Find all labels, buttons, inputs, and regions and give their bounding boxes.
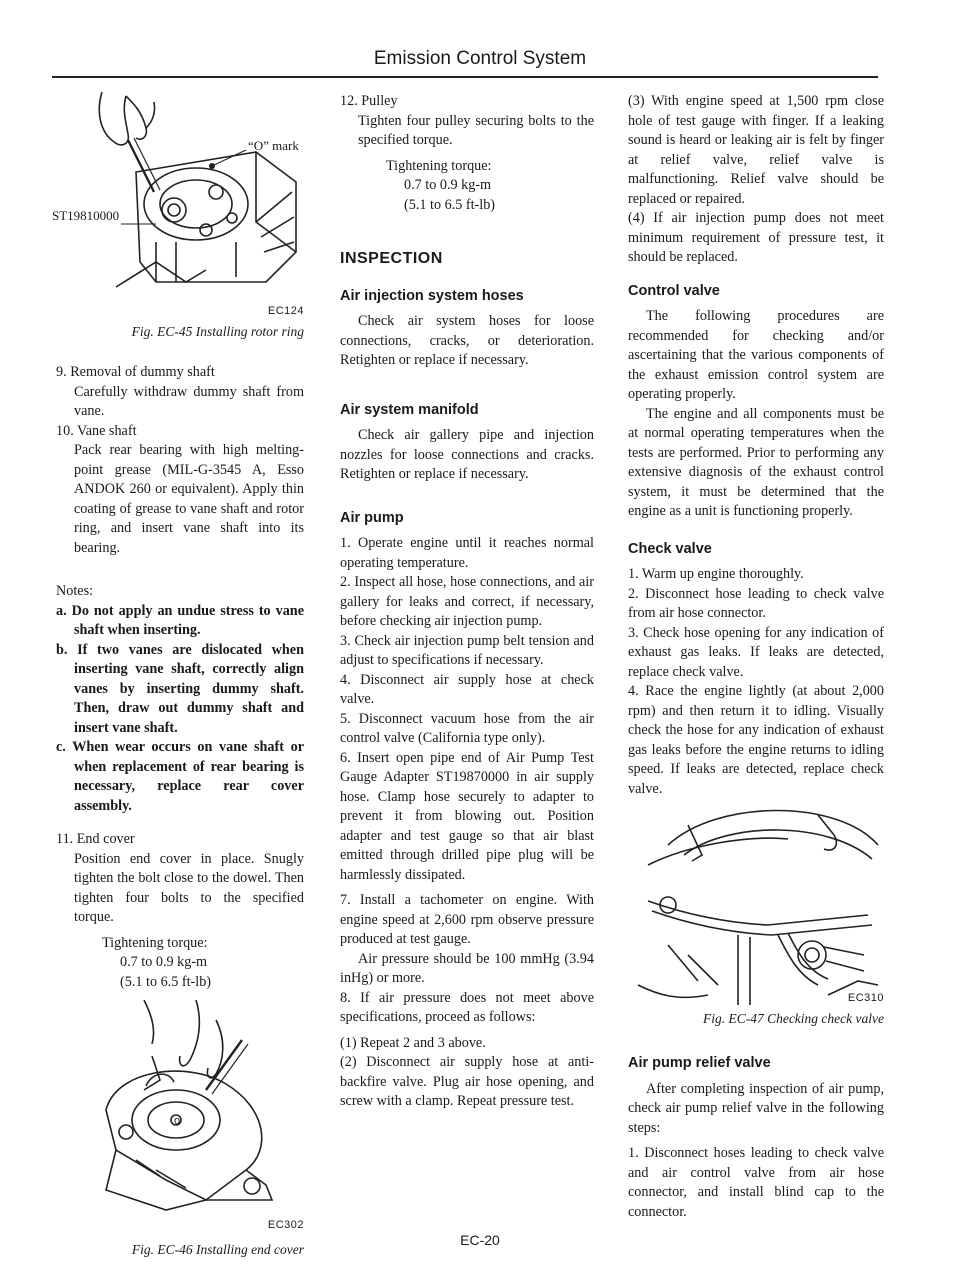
subheading-relief-valve: Air pump relief valve [628, 1055, 771, 1071]
pump-step-7-cont: Air pressure should be 100 mmHg (3.94 inHg) or more. [340, 950, 594, 986]
subheading-check-valve: Check valve [628, 540, 712, 557]
figure-code: EC124 [267, 305, 304, 317]
check-step: 1. Warm up engine thoroughly. [628, 566, 804, 582]
part-number-label: ST19810000 [52, 206, 121, 226]
figure-caption: Fig. EC-47 Checking check valve [702, 1010, 884, 1026]
notes-title: Notes: [56, 583, 94, 599]
header-rule [52, 76, 878, 78]
pump-step-8: 8. If air pressure does not meet above specifications, proceed as follows: [340, 989, 594, 1025]
figure-ec45 [52, 92, 304, 292]
control-body-1: The following procedures are recommended for checking and/or ascertaining that the various components of the exhaust emission control system are operating properly. [628, 308, 884, 402]
torque-value-metric: 0.7 to 0.9 kg-m [404, 177, 492, 193]
rotor-ring-illustration [56, 92, 304, 292]
pump-step: 6. Insert open pipe end of Air Pump Test Gauge Adapter ST19870000 in air supply hose. Clamp hose securely to adapter to prevent it from blowing out. Position adapter and test gauge so that air blast emitted through drilled pipe plug will be harmlessly dissipated. [340, 749, 594, 883]
torque-value-imperial: (5.1 to 6.5 ft-lb) [404, 196, 496, 213]
column-1 [52, 92, 304, 1259]
svg-text:o: o [174, 1115, 181, 1127]
step-9-title: 9. Removal of dummy shaft [56, 364, 215, 380]
o-mark-label: “O” mark [248, 138, 299, 153]
torque-value-imperial: (5.1 to 6.5 ft-lb) [120, 973, 212, 990]
pump-substep-4: (4) If air injection pump does not meet minimum requirement of pressure test, it should be replaced. [628, 210, 884, 265]
pump-step: 2. Inspect all hose, hose connections, and air gallery for leaks and correct, if necessary, before checking air injection pump. [340, 574, 594, 629]
check-step: 2. Disconnect hose leading to check valve from air hose connector. [628, 585, 884, 621]
subheading-air-pump: Air pump [340, 509, 404, 526]
section-heading-inspection: INSPECTION [340, 250, 443, 267]
end-cover-illustration [56, 1000, 304, 1220]
subheading-control-valve: Control valve [628, 282, 720, 299]
pump-step: 5. Disconnect vacuum hose from the air control valve (California type only). [340, 710, 594, 746]
step-10-title: 10. Vane shaft [56, 422, 137, 439]
pump-substep-1: (1) Repeat 2 and 3 above. [340, 1034, 486, 1051]
pump-step: 4. Disconnect air supply hose at check valve. [340, 671, 594, 707]
step-11-title: 11. End cover [56, 831, 135, 847]
control-body-2: The engine and all components must be at normal operating temperatures when the tests are performed. Prior to performing any extensive diagnosis of the exhaust control system, it must be determined that the engine as a unit is functioning properly. [628, 405, 884, 519]
pump-substep-3: (3) With engine speed at 1,500 rpm close hole of test gauge with finger. If a leaking sound is heard or leaking air is felt by finger at relief valve, relief valve is malfunctioning. Relief valve should be replaced or repaired. [628, 93, 884, 207]
page-number: EC-20 [460, 1232, 500, 1248]
figure-ec46 [56, 1000, 304, 1220]
check-step: 3. Check hose opening for any indication of exhaust gas leaks. If leaks are detected, replace check valve. [628, 624, 884, 680]
step-10-body: Pack rear bearing with high melting-point grease (MIL-G-3545 A, Esso ANDOK 260 or equivalent). Apply thin coating of grease to vane shaft and rotor ring, and insert vane shaft into its bearing. [74, 442, 304, 556]
hoses-body: Check air system hoses for loose connections, cracks, or deterioration. Retighten or replace if necessary. [340, 313, 594, 368]
column-2 [340, 92, 594, 1112]
torque-value-metric: 0.7 to 0.9 kg-m [120, 954, 208, 970]
pump-substep-2: (2) Disconnect air supply hose at anti-backfire valve. Plug air hose opening, and screw with a clamp. Repeat pressure test. [340, 1054, 594, 1109]
note-item: a. Do not apply an undue stress to vane shaft when inserting. [56, 602, 304, 638]
manifold-body: Check air gallery pipe and injection nozzles for loose connections and cracks. Retighten or replace if necessary. [340, 427, 594, 482]
check-step: 4. Race the engine lightly (at about 2,000 rpm) and then return it to idling. Visually check the hose for any indication of exhaust gas leaks before the engine returns to idling speed. If leaks are detected, replace check valve. [628, 683, 884, 797]
step-12-title: 12. Pulley [340, 93, 398, 109]
pump-step: 3. Check air injection pump belt tension and adjust to specifications if necessary. [340, 632, 594, 668]
check-valve-illustration [628, 805, 884, 1005]
subheading-hoses: Air injection system hoses [340, 287, 524, 304]
column-3 [628, 92, 884, 1222]
torque-label: Tightening torque: [386, 157, 492, 174]
figure-code: EC302 [267, 1219, 304, 1231]
figure-caption: Fig. EC-45 Installing rotor ring [131, 323, 304, 339]
pump-step: 1. Operate engine until it reaches normal operating temperature. [340, 535, 594, 571]
subheading-manifold: Air system manifold [340, 401, 479, 418]
page-header-title: Emission Control System [373, 48, 587, 69]
note-item: b. If two vanes are dislocated when inserting vane shaft, correctly align vanes by inserting dummy shaft. Then, draw out dummy shaft and insert vane shaft. [56, 641, 304, 736]
relief-step-1: 1. Disconnect hoses leading to check valve and air control valve from air hose connector, and install blind cap to the connector. [628, 1145, 884, 1220]
figure-ec47 [628, 805, 884, 1005]
torque-label: Tightening torque: [102, 934, 208, 951]
step-11-body: Position end cover in place. Snugly tighten the bolt close to the dowel. Then tighten four bolts to the specified torque. [74, 850, 304, 925]
figure-caption: Fig. EC-46 Installing end cover [131, 1241, 304, 1257]
figure-code: EC310 [847, 992, 884, 1004]
pump-step: 7. Install a tachometer on engine. With engine speed at 2,600 rpm observe pressure produced at test gauge. [340, 892, 594, 947]
note-item: c. When wear occurs on vane shaft or when replacement of rear bearing is necessary, replace rear cover assembly. [56, 739, 304, 814]
step-9-body: Carefully withdraw dummy shaft from vane. [74, 383, 304, 419]
relief-body: After completing inspection of air pump, check air pump relief valve in the following steps: [628, 1080, 884, 1136]
step-12-body: Tighten four pulley securing bolts to the specified torque. [358, 112, 594, 148]
